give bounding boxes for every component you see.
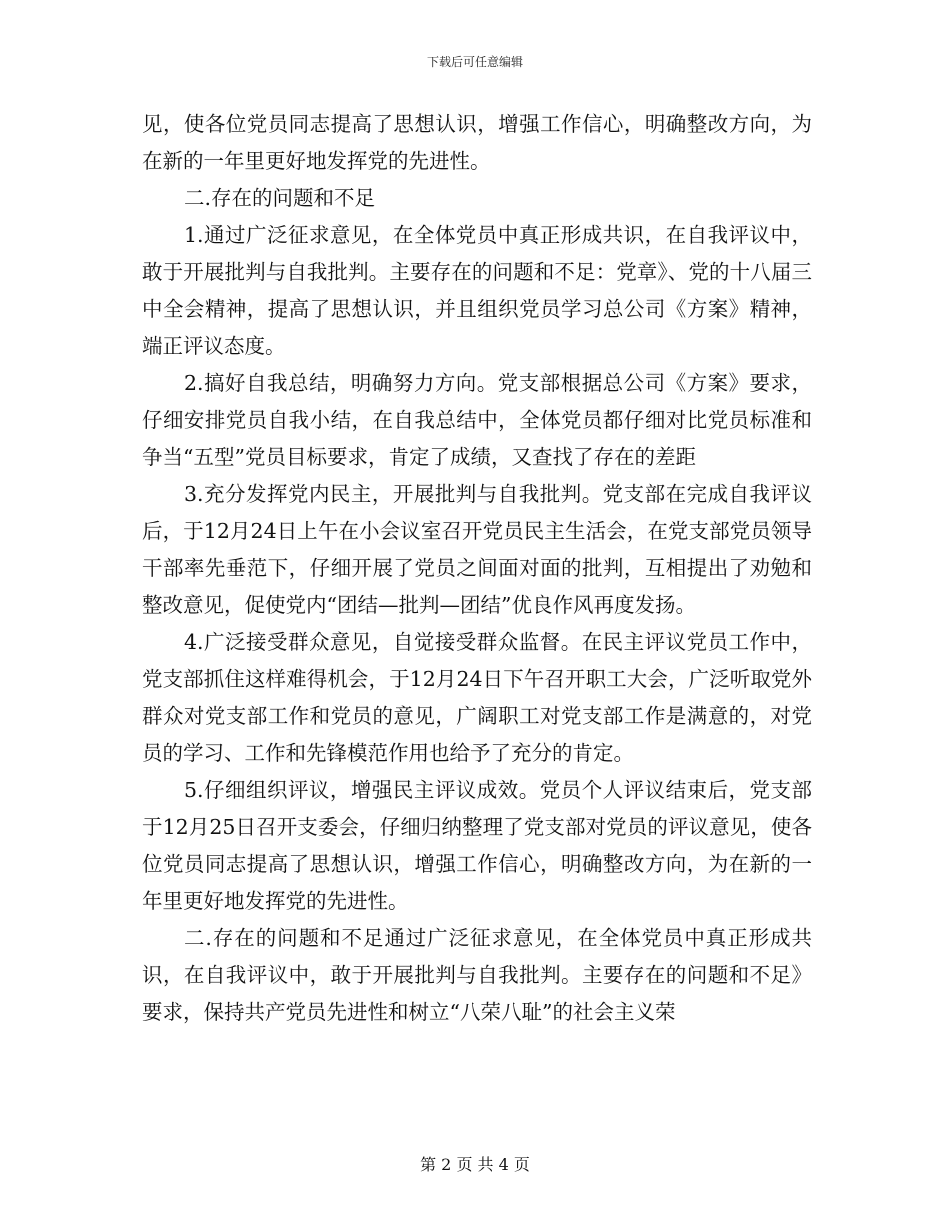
page-number-footer: 第 2 页 共 4 页 [420, 1155, 530, 1174]
paragraph-continuation: 见，使各位党员同志提高了思想认识，增强工作信心，明确整改方向，为在新的一年里更好地发挥党的先进性。 [142, 112, 812, 173]
paragraph-item-3: 3.充分发挥党内民主，开展批判与自我批判。党支部在完成自我评议后，于12月24日上午在小会议室召开党员民主生活会，在党支部党员领导干部率先垂范下，仔细开展了党员之间面对面的批判，互相提出了劝勉和整改意见，促使党内“团结—批判—团结”优良作风再度发扬。 [142, 482, 812, 617]
paragraph-problems-repeat: 二.存在的问题和不足通过广泛征求意见，在全体党员中真正形成共识，在自我评议中，敢于开展批判与自我批判。主要存在的问题和不足》要求，保持共产党员先进性和树立“八荣八耻”的社会主义荣 [142, 926, 812, 1024]
document-body [142, 106, 812, 1031]
paragraph-item-2: 2.搞好自我总结，明确努力方向。党支部根据总公司《方案》要求，仔细安排党员自我小结，在自我总结中，全体党员都仔细对比党员标准和争当“五型”党员目标要求，肯定了成绩，又查找了存在的差距 [142, 371, 812, 469]
paragraph-item-5: 5.仔细组织评议，增强民主评议成效。党员个人评议结束后，党支部于12月25日召开支委会，仔细归纳整理了党支部对党员的评议意见，使各位党员同志提高了思想认识，增强工作信心，明确整改方向，为在新的一年里更好地发挥党的先进性。 [142, 778, 812, 913]
paragraph-item-1: 1.通过广泛征求意见，在全体党员中真正形成共识，在自我评议中，敢于开展批判与自我批判。主要存在的问题和不足：党章》、党的十八届三中全会精神，提高了思想认识，并且组织党员学习总公司《方案》精神，端正评议态度。 [142, 223, 812, 358]
paragraph-item-4: 4.广泛接受群众意见，自觉接受群众监督。在民主评议党员工作中，党支部抓住这样难得机会，于12月24日下午召开职工大会，广泛听取党外群众对党支部工作和党员的意见，广阔职工对党支部工作是满意的，对党员的学习、工作和先锋模范作用也给予了充分的肯定。 [142, 630, 812, 765]
section-heading-problems: 二.存在的问题和不足 [184, 186, 376, 210]
page-header: 下载后可任意编辑 [426, 55, 523, 69]
